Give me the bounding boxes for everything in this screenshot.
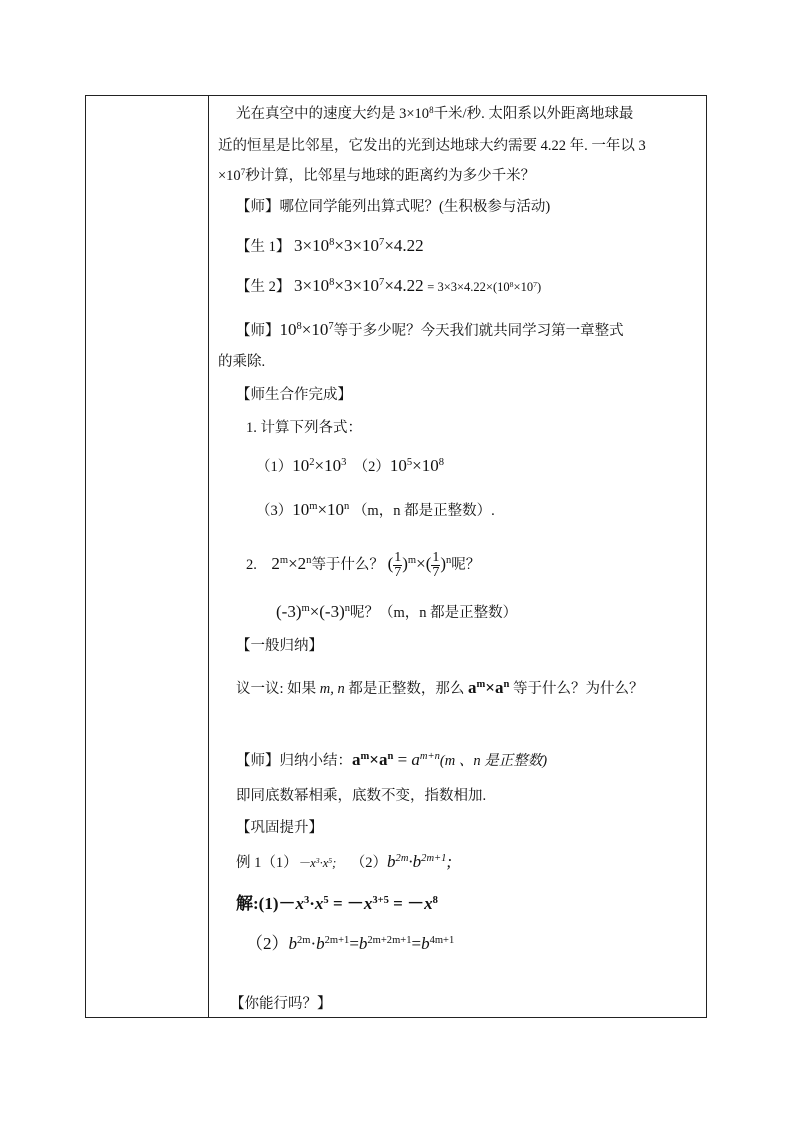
fraction-one-seventh: $\frac{1}{7}$ [394, 549, 402, 580]
solution-line-2 [246, 934, 454, 955]
student-1-expr: $3\times 10^8\times 3\times 10^7\times 4.22$ [294, 236, 424, 255]
task-2-expr-2: ( $\frac{1}{7}$ )$^m$×( $\frac{1}{7}$ )$^n$ [387, 549, 452, 580]
task-2-expr-1: $2^m\times 2^n$ [271, 554, 312, 573]
intro-line-3: $\times 10^7$秒计算，比邻星与地球的距离约为多少千米？ [218, 167, 536, 184]
summary-line: 【师】归纳小结：$a^m\times a^n = a^{m+n}(m$ 、n 是正整数) [236, 750, 548, 769]
student-2-rhs: = $3\times 3\times 4.22\times(10^8\times 10^7)$ [427, 279, 542, 294]
teacher-question-2: 【师】$10^8\times 10^7$等于多少呢？今天我们就共同学习第一章整式 [236, 320, 624, 339]
summary-expr: $a^m\times a^n = a^{m+n}$ [352, 750, 440, 769]
task-2-row: 2. $2^m\times 2^n$等于什么？ ( $\frac{1}{7}$ )$^m$×( $\frac{1}{7}$ )$^n$呢？ [246, 549, 481, 580]
student-2-answer [236, 276, 541, 297]
teacher-question-2-expr: $10^8\times 10^7$ [279, 320, 334, 339]
teacher-question-1: 【师】哪位同学能列出算式呢？(生积极参与活动) [236, 199, 551, 215]
student-1-answer [236, 236, 424, 257]
solution-line-1 [236, 894, 438, 915]
student-1-label: 【生 1】 [236, 239, 291, 255]
intro-line-1: 光在真空中的速度大约是 $3\times 10^8$千米/秒. 太阳系以外距离地球最 [236, 105, 634, 122]
task-1-item-3-row: $(3)10^m\times 10^n$ （m，n 都是正整数）. [256, 500, 495, 519]
example-line: 例 $1(1)-x^3\cdot x^5$; $(2)b^{2m}\cdot b^{2m+1}$; [236, 852, 453, 871]
content-cell [220, 96, 700, 1017]
task-1-item-3-note: （m，n 都是正整数）. [352, 503, 495, 519]
task-2-row-2: $(-3)^m\times(-3)^n$呢？（m，n 都是正整数） [276, 602, 518, 621]
example-part-1: $-x^3\cdot x^5$; [297, 855, 337, 870]
task-2-expr-3: $(-3)^m\times(-3)^n$ [276, 602, 351, 621]
student-2-expr: $3\times 10^8\times 3\times 10^7\times 4.22$ [294, 276, 424, 295]
task-1-item-1: $10^2\times 10^3$ [292, 456, 347, 475]
task-1-item-2: $10^5\times 10^8$ [389, 456, 444, 475]
consolidate-title: 【巩固提升】 [236, 820, 323, 836]
discuss-line: 议一议: 如果 m, n 都是正整数，那么 $a^m\times a^n$ 等于什么？为什么？ [236, 678, 644, 697]
task-1-item-3: $10^m\times 10^n$ [292, 500, 350, 519]
student-2-label: 【生 2】 [236, 279, 291, 295]
solution-step-2: $(2)b^{2m}\cdot b^{2m+1}=b^{2m+2m+1}=b^{4m+1}$ [246, 934, 455, 953]
task-1-items-row: $(1)10^2\times 10^3$ $(2)10^5\times 10^8$ [256, 456, 444, 475]
task-1-title: 1. 计算下列各式： [246, 420, 362, 436]
fraction-one-seventh-2: $\frac{1}{7}$ [432, 549, 440, 580]
can-you-title: 【你能行吗？】 [230, 996, 332, 1012]
discuss-expr: $a^m\times a^n$ [468, 678, 510, 697]
solution-step-1: 解$:(1)-x^3\cdot x^5 = -x^{3+5} = -x^8$ [236, 894, 438, 913]
lesson-table [85, 95, 707, 1018]
teacher-question-2-cont: 的乘除. [218, 354, 266, 370]
column-divider [208, 96, 209, 1017]
general-title: 【一般归纳】 [236, 638, 323, 654]
rule-line: 即同底数幂相乘，底数不变，指数相加. [236, 788, 487, 804]
intro-line-2: 近的恒星是比邻星，它发出的光到达地球大约需要 4.22 年. 一年以 3 [218, 138, 646, 154]
example-part-2: $b^{2m}\cdot b^{2m+1}$; [387, 852, 453, 871]
coop-title: 【师生合作完成】 [236, 387, 352, 403]
